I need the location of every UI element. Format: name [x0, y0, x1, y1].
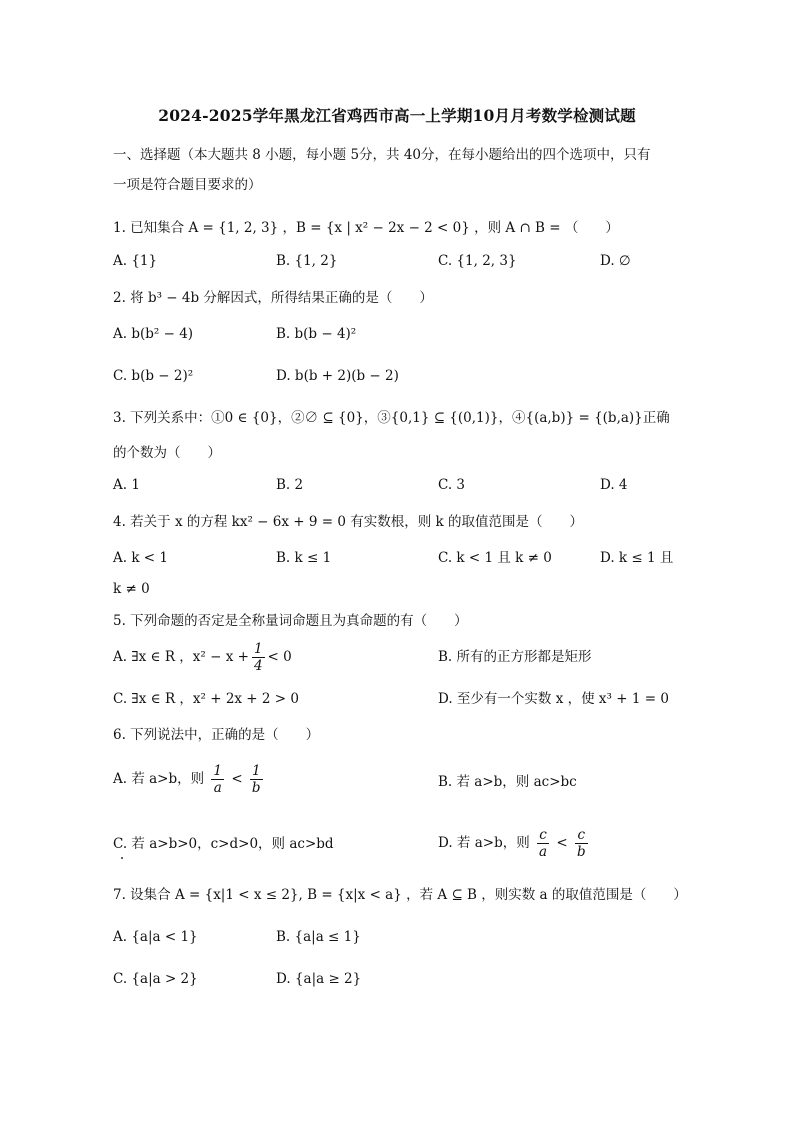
question-7-stem: 7. 设集合 A = {x|1 < x ≤ 2}, B = {x|x < a} ，若 A ⊆ B ，则实数 a 的取值范围是（ ）: [113, 887, 687, 903]
question-5-option-d: D. 至少有一个实数 x ，使 x³ + 1 = 0: [438, 691, 669, 707]
page-title: 2024-2025学年黑龙江省鸡西市高一上学期10月月考数学检测试题: [158, 106, 636, 125]
question-4-option-c: C. k < 1 且 k ≠ 0: [438, 550, 552, 566]
question-5-option-b: B. 所有的正方形都是矩形: [438, 649, 592, 665]
question-1-option-a: A. {1}: [113, 253, 158, 269]
question-6-option-a: [113, 762, 266, 796]
fraction-numerator: 1: [253, 641, 263, 657]
section-heading-line2: 一项是符合题目要求的）: [113, 177, 262, 193]
question-1-option-d: D. ∅: [600, 253, 631, 269]
fraction-c-over-a: [537, 827, 549, 860]
fraction-denominator: b: [576, 844, 586, 860]
question-6-stem: 6. 下列说法中，正确的是（ ）: [113, 727, 320, 743]
question-3-stem-cont: 的个数为（ ）: [113, 445, 221, 461]
question-7-option-a: A. {a|a < 1}: [113, 929, 198, 945]
question-1-option-c: C. {1, 2, 3}: [438, 253, 517, 269]
fraction-1-over-b: [250, 763, 263, 796]
question-3-option-a: A. 1: [113, 477, 140, 493]
fraction-denominator: b: [251, 780, 261, 796]
question-6-option-c: C. 若 a>b>0，c>d>0，则 ac>bd: [113, 836, 334, 852]
question-2-option-b: B. b(b − 4)²: [276, 326, 357, 342]
question-3-option-c: C. 3: [438, 477, 466, 493]
fraction-numerator: 1: [213, 763, 223, 779]
question-6-option-a-text: A. 若 a>b，则: [113, 771, 205, 787]
fraction-denominator: 4: [253, 658, 263, 674]
question-2-option-a: A. b(b² − 4): [113, 326, 194, 342]
question-2-stem: 2. 将 b³ − 4b 分解因式，所得结果正确的是（ ）: [113, 290, 433, 306]
question-1-option-b: B. {1, 2}: [276, 253, 338, 269]
fraction-numerator: c: [575, 827, 588, 844]
section-heading-line1: 一、选择题（本大题共 8 小题，每小题 5分，共 40分，在每小题给出的四个选项中，只有: [113, 147, 651, 163]
question-4-option-d: D. k ≤ 1 且: [600, 550, 674, 566]
fraction-numerator: 1: [250, 763, 263, 780]
question-4-option-b: B. k ≤ 1: [276, 550, 332, 566]
question-4-stem: 4. 若关于 x 的方程 kx² − 6x + 9 = 0 有实数根，则 k 的取值范围是（ ）: [113, 514, 583, 530]
question-6-option-d-text: D. 若 a>b，则: [438, 835, 530, 851]
question-5-option-a: [113, 640, 292, 674]
fraction: [252, 641, 265, 674]
question-5-option-a-text: A. ∃x ∈ R ，x² − x +: [113, 649, 249, 665]
question-6-option-b: B. 若 a>b，则 ac>bc: [438, 774, 577, 790]
fraction-1-over-a: [211, 763, 224, 796]
less-than-sign: <: [556, 835, 568, 851]
fraction-c-over-b: [575, 827, 588, 860]
question-3-option-d: D. 4: [600, 477, 628, 493]
question-5-option-c: C. ∃x ∈ R ，x² + 2x + 2 > 0: [113, 691, 299, 707]
fraction-numerator: c: [537, 827, 549, 844]
fraction-denominator: a: [539, 844, 548, 860]
question-1-stem: 1. 已知集合 A = {1, 2, 3} ，B = {x | x² − 2x − 2 < 0} ，则 A ∩ B = （ ）: [113, 220, 619, 236]
question-5-option-a-tail: < 0: [267, 649, 292, 665]
question-3-option-b: B. 2: [276, 477, 304, 493]
less-than-sign: <: [231, 771, 243, 787]
question-4-option-a: A. k < 1: [113, 550, 168, 566]
fraction-denominator: a: [213, 780, 222, 796]
question-7-option-c: C. {a|a > 2}: [113, 971, 198, 987]
question-2-option-c: C. b(b − 2)²: [113, 368, 194, 384]
question-3-stem: 3. 下列关系中：①0 ∈ {0}，②∅ ⊆ {0}，③{0,1} ⊆ {(0,1)}，④{(a,b)} = {(b,a)}正确: [113, 410, 670, 426]
question-7-option-b: B. {a|a ≤ 1}: [276, 929, 361, 945]
question-4-option-d-cont: k ≠ 0: [113, 581, 150, 597]
stray-dot: [121, 857, 123, 859]
question-7-option-d: D. {a|a ≥ 2}: [276, 971, 362, 987]
question-2-option-d: D. b(b + 2)(b − 2): [276, 368, 399, 384]
question-5-stem: 5. 下列命题的否定是全称量词命题且为真命题的有（ ）: [113, 613, 468, 629]
question-6-option-d: [438, 826, 591, 860]
